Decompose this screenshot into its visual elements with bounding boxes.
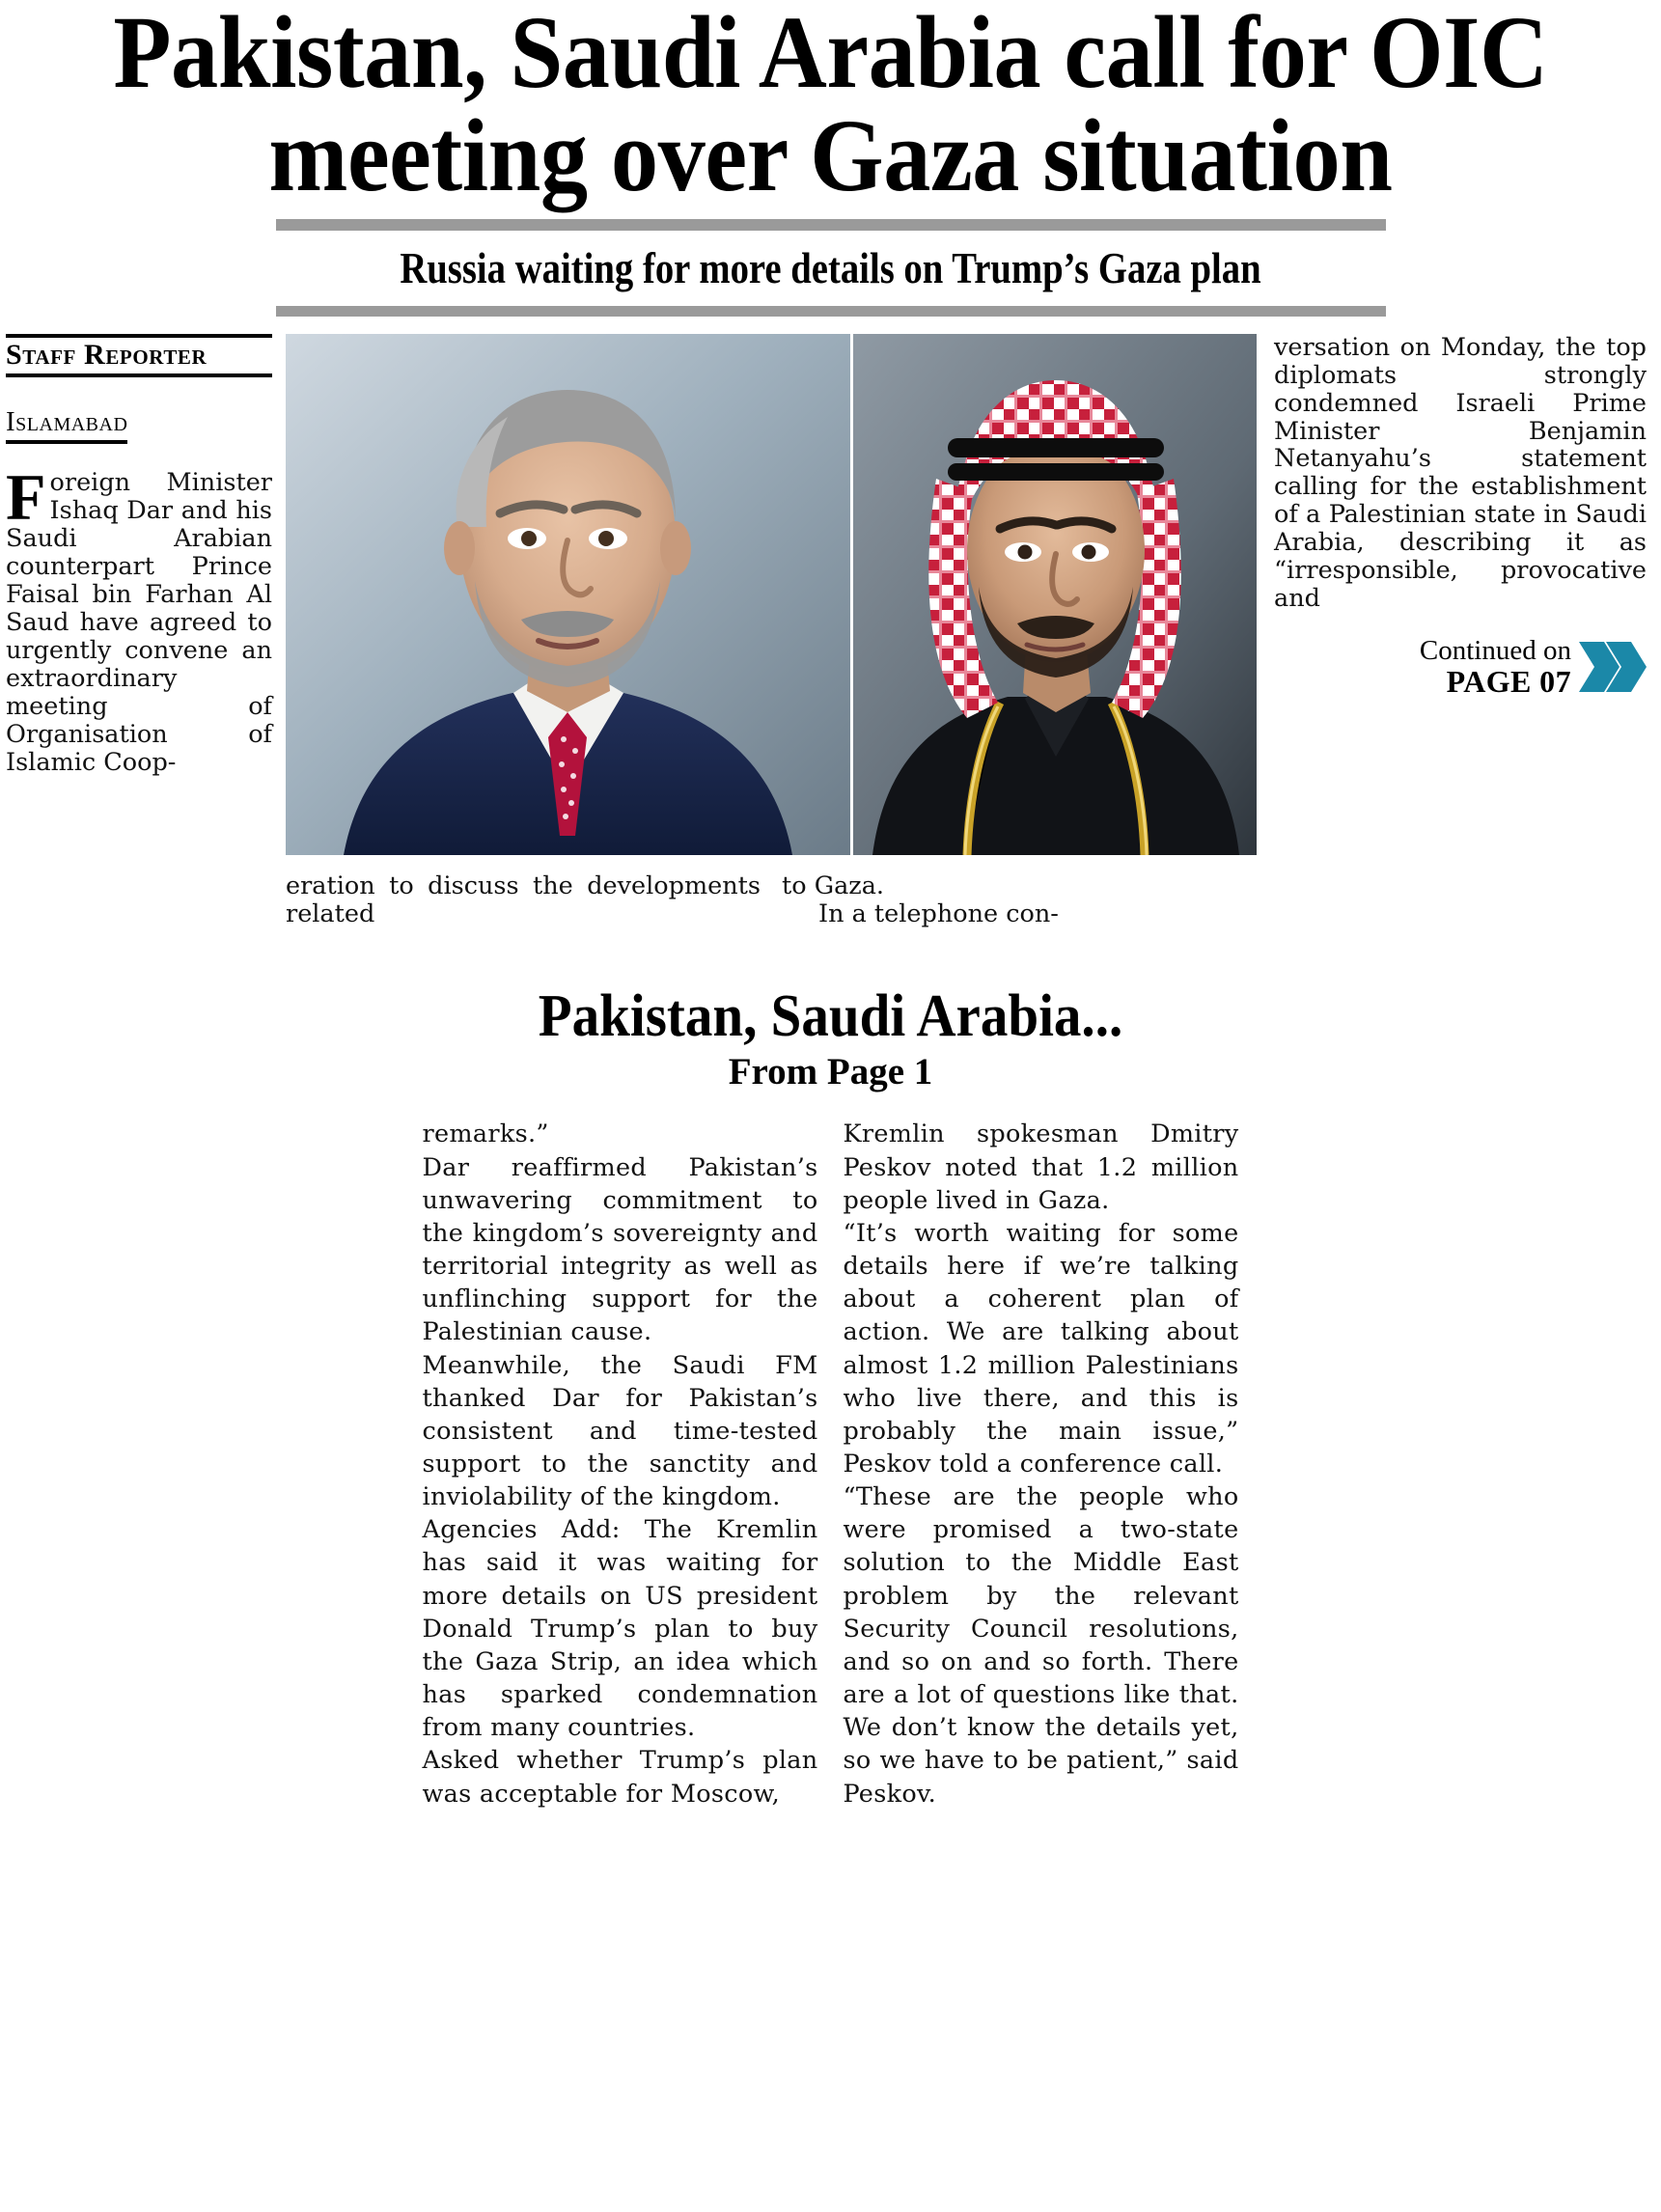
under-photo-right-line1: to Gaza. xyxy=(782,871,885,900)
right-column-text: versation on Monday, the top diplomats strongly condemned Israeli Prime Minister Benjamin Netanyahu’s statement calling for the establishment of a Palestinian state in Saudi Arabia, describing it as “irresponsible, provocative and xyxy=(1274,332,1647,614)
sub-headline: Russia waiting for more details on Trump’s Gaza plan xyxy=(400,244,1261,293)
lead-left-column xyxy=(6,334,286,777)
grey-rule-lower xyxy=(276,306,1386,317)
jump-headline: Pakistan, Saudi Arabia... xyxy=(538,982,1123,1049)
photo-under-columns xyxy=(286,872,1257,928)
byline-reporter: Staff Reporter xyxy=(6,338,208,371)
lead-right-column xyxy=(1260,334,1647,699)
continued-on-marker[interactable] xyxy=(1274,636,1647,699)
jump-column-left xyxy=(423,1118,818,1810)
jump-column-right xyxy=(844,1118,1239,1810)
paragraph: Meanwhile, the Saudi FM thanked Dar for Pakistan’s consistent and time-tested support to the sanctity and inviolability of the kingdom. xyxy=(422,1350,818,1512)
main-headline xyxy=(0,0,1661,213)
dateline-city: Islamabad xyxy=(6,406,128,438)
jump-left-text xyxy=(423,1118,818,1810)
headline-line-2: meeting over Gaza situation xyxy=(268,98,1393,213)
continued-text-block xyxy=(1420,636,1571,699)
photo-ishaq-dar xyxy=(286,334,850,855)
paragraph: remarks.” xyxy=(422,1120,549,1149)
lead-paragraph xyxy=(6,460,272,777)
lead-photo-column xyxy=(286,334,1260,928)
continued-label: Continued on xyxy=(1419,635,1571,667)
grey-rule-upper xyxy=(276,219,1386,231)
paragraph: Kremlin spokesman Dmitry Peskov noted that 1.2 million people lived in Gaza. xyxy=(843,1120,1239,1215)
jump-columns xyxy=(6,1118,1655,1810)
under-photo-right-text xyxy=(782,872,1257,928)
paragraph: Asked whether Trump’s plan was acceptable for Moscow, xyxy=(422,1746,818,1809)
jump-right-text xyxy=(844,1118,1239,1810)
continued-page-number: PAGE 07 xyxy=(1446,663,1571,699)
headline-divider-bottom xyxy=(0,300,1661,317)
headline-line-1: Pakistan, Saudi Arabia call for OIC xyxy=(113,0,1548,110)
photo-prince-faisal-image xyxy=(853,334,1257,855)
paragraph: “It’s worth waiting for some details here if we’re talking about a coherent plan of action. We are talking about almost 1.2 million Palestinians who live there, and this is probably the main issue,” Peskov told a conference call. xyxy=(843,1218,1239,1479)
paragraph: “These are the people who were promised a two-state solution to the Middle East problem by the relevant Security Council resolutions, and so on and so forth. There are a lot of questions like that. We don’t know the details yet, so we have to be patient,” said Peskov. xyxy=(843,1482,1239,1809)
byline-box xyxy=(6,334,272,378)
double-chevron-right-icon xyxy=(1577,640,1647,694)
jump-from-page: From Page 1 xyxy=(728,1050,933,1092)
lead-paragraph-text: oreign Minister Ishaq Dar and his Saudi Arabian counterpart Prince Faisal bin Farhan Al Saud have agreed to urgently convene an extraordinary meeting of Organisation of Islamic Coop- xyxy=(6,468,272,777)
paragraph: Dar reaffirmed Pakistan’s unwavering commitment to the kingdom’s sovereignty and territorial integrity as well as unflinching support for the Palestinian cause. xyxy=(422,1152,818,1347)
dateline-box xyxy=(6,406,127,444)
lead-story-block xyxy=(0,334,1661,928)
under-photo-left-text: eration to discuss the developments related xyxy=(286,871,761,928)
photo-strip xyxy=(286,334,1257,855)
drop-cap: F xyxy=(6,460,46,535)
chevron-right-icon-pair xyxy=(1577,640,1647,694)
photo-prince-faisal xyxy=(853,334,1257,855)
under-photo-right-line2: In a telephone con- xyxy=(818,899,1059,928)
jump-story-block xyxy=(0,982,1661,1811)
paragraph: Agencies Add: The Kremlin has said it was waiting for more details on US president Donald Trump’s plan to buy the Gaza Strip, an idea which has sparked condemnation from many countries. xyxy=(422,1515,818,1743)
photo-ishaq-dar-image xyxy=(286,334,850,855)
